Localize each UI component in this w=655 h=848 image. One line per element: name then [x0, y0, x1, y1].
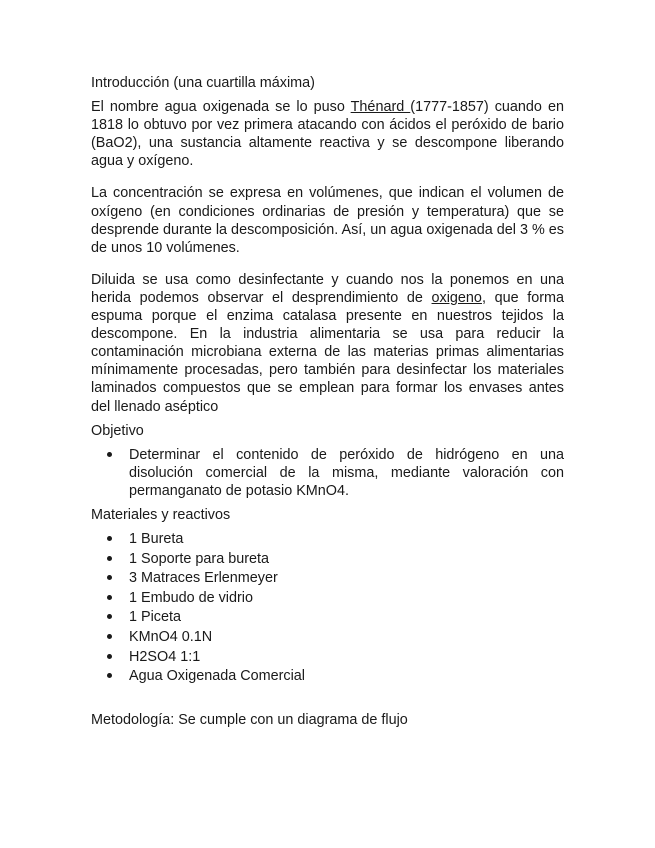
intro-paragraph-2: La concentración se expresa en volúmenes, que indican el volumen de oxígeno (en condiciones ordinarias de presión y temperatura) que se desprende durante la descomposición. Así, un agua oxigenada del 3 % es de unos 10 volúmenes.: [91, 185, 564, 256]
materials-heading: Materiales y reactivos: [91, 506, 231, 523]
intro-heading: Introducción (una cuartilla máxima): [91, 75, 315, 91]
list-item: 1 Soporte para bureta: [129, 550, 564, 570]
intro-paragraph-3: [91, 271, 564, 416]
p1-text-before: El nombre agua oxigenada se lo puso: [91, 99, 351, 116]
p3-text-after: , que forma espuma porque el enzima catalasa presente en nuestros tejidos la descompone. En la industria alimentaria se usa para reducir la contaminación microbiana externa de las materias primas alimentarias mínimamente procesadas, pero también para desinfectar los materiales laminados compuestos que se emplean para formar los envases antes del llenado aséptico: [91, 289, 564, 415]
list-item: 3 Matraces Erlenmeyer: [129, 569, 564, 589]
intro-paragraph-1: [91, 98, 564, 170]
list-item: Agua Oxigenada Comercial: [129, 667, 564, 687]
list-item: 1 Bureta: [129, 530, 564, 550]
list-item: 1 Embudo de vidrio: [129, 589, 564, 609]
oxigeno-link[interactable]: oxigeno: [431, 289, 482, 306]
objective-heading: Objetivo: [91, 422, 144, 439]
p3-text-before: Diluida se usa como desinfectante y cuando nos la ponemos en una herida podemos observar el desprendimiento de: [91, 271, 564, 306]
methodology-line: Metodología: Se cumple con un diagrama de flujo: [91, 711, 408, 728]
thenard-link[interactable]: Thénard: [350, 99, 411, 116]
document-page: [91, 74, 564, 735]
objective-item: Determinar el contenido de peróxido de hidrógeno en una disolución comercial de la misma, mediante valoración con permanganato de potasio KMnO4.: [129, 446, 564, 499]
list-item: 1 Piceta: [129, 608, 564, 628]
list-item: KMnO4 0.1N: [129, 628, 564, 648]
list-item: H2SO4 1:1: [129, 648, 564, 668]
p1-text-after: (1777-1857) cuando en 1818 lo obtuvo por vez primera atacando con ácidos el peróxido de bario (BaO2), una sustancia altamente reactiva y se descompone liberando agua y oxígeno.: [91, 99, 564, 170]
materials-list: [91, 530, 564, 687]
objective-list: [91, 446, 564, 500]
